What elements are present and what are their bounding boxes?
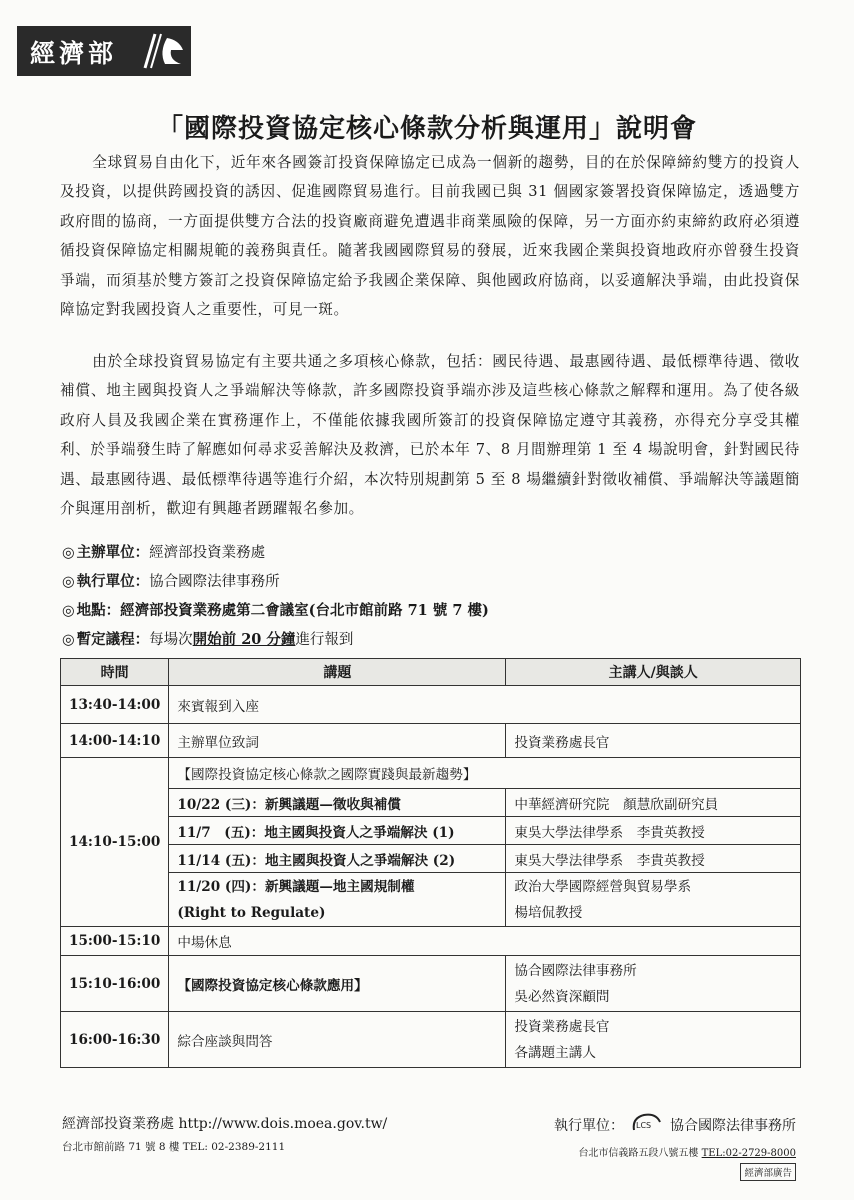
row-time: 14:00-14:10 [61, 724, 169, 758]
table-row [61, 758, 801, 789]
session-topic: 11/7 (五)：地主國與投資人之爭端解決 (1) [169, 817, 506, 845]
footer-org-address: 台北市館前路 71 號 8 樓 TEL: 02-2389-2111 [62, 1141, 286, 1153]
intro-text-2: 由於全球投資貿易協定有主要共通之多項核心條款，包括：國民待遇、最惠國待遇、最低標準待遇、徵收補償、地主國與投資人之爭端解決等條款，許多國際投資爭端亦涉及這些核心條款之解釋和運用。為了使各級政府人員及我國企業在實務運作上，不僅能依據我國所簽訂的投資保障協定遵守其義務，亦得充分享受其權利、於爭端發生時了解應如何尋求妥善解決及救濟，已於本年 7、8 月間辦理第 1 至 4 場說明會，針對國民待遇、最惠國待遇、最低標準待遇等進行介紹，本次特別規劃第 5 至 8 場繼續針對徵收補償、爭端解決等議題簡介與運用剖析，歡迎有興趣者踴躍報名參加。 [60, 353, 800, 518]
row-speaker-line-2: 吳必然資深顧問 [514, 988, 610, 1005]
row-topic: 綜合座談與問答 [169, 1012, 506, 1068]
footer-org-website: 經濟部投資業務處 http://www.dois.moea.gov.tw/ [62, 1116, 388, 1132]
section-title: 【國際投資協定核心條款之國際實踐與最新趨勢】 [169, 758, 801, 789]
bullet-icon: ◎ [62, 573, 75, 590]
row-speaker: 投資業務處長官 [506, 724, 801, 758]
table-row [61, 686, 801, 724]
row-speaker-line-1: 投資業務處長官 [514, 1018, 610, 1035]
row-time: 14:10-15:00 [61, 758, 169, 927]
intro-text-1: 全球貿易自由化下，近年來各國簽訂投資保障協定已成為一個新的趨勢，目的在於保障締約雙方的投資人及投資，以提供跨國投資的誘因、促進國際貿易進行。目前我國已與 31 個國家簽署投資保障協定，透過雙方政府間的協商，一方面提供雙方合法的投資廠商避免遭遇非商業風險的保障，另一方面亦約束締約政府必須遵循投資保障協定相關規範的義務與責任。隨著我國國際貿易的發展，近來我國企業與投資地政府亦曾發生投資爭端，而須基於雙方簽訂之投資保障協定給予我國企業保障、與他國政府協商，以妥適解決爭端，由此投資保障協定對我國投資人之重要性，可見一斑。 [60, 154, 800, 319]
table-row [61, 1012, 801, 1068]
session-speaker-line-2: 楊培侃教授 [514, 904, 583, 921]
session-speaker: 中華經濟研究院 顏慧欣副研究員 [506, 789, 801, 817]
venue-label: 地點： [76, 602, 121, 619]
table-row [61, 845, 801, 873]
footer-left [62, 1113, 387, 1154]
session-topic: 11/14 (五)：地主國與投資人之爭端解決 (2) [169, 845, 506, 873]
table-row [61, 724, 801, 758]
row-speaker-line-1: 協合國際法律事務所 [514, 962, 637, 979]
session-speaker [506, 873, 801, 927]
session-topic-line-1: 11/20 (四)：新興議題—地主國規制權 [177, 878, 415, 895]
session-speaker: 東吳大學法律學系 李貴英教授 [506, 845, 801, 873]
row-topic: 中場休息 [169, 927, 801, 956]
row-time: 15:00-15:10 [61, 927, 169, 956]
table-header-row [61, 659, 801, 686]
intro-paragraph-1 [60, 148, 800, 324]
svg-text:LCS: LCS [636, 1121, 652, 1130]
header-topic: 講題 [169, 659, 506, 686]
organizer-value: 經濟部投資業務處 [149, 545, 266, 561]
session-topic: 10/22 (三)：新興議題—徵收與補償 [169, 789, 506, 817]
row-topic: 【國際投資協定核心條款應用】 [169, 956, 506, 1012]
bullet-icon: ◎ [62, 602, 75, 619]
agenda-underlined: 開始前 20 分鐘 [192, 631, 296, 648]
row-speaker-line-2: 各講題主講人 [514, 1044, 596, 1061]
table-row [61, 817, 801, 845]
table-row [61, 789, 801, 817]
intro-paragraph-2 [60, 347, 800, 523]
info-organizer [62, 541, 265, 562]
page-title: 「國際投資協定核心條款分析與運用」說明會 [156, 114, 697, 144]
bullet-icon: ◎ [62, 631, 75, 648]
table-row [61, 927, 801, 956]
ad-stamp: 經濟部廣告 [740, 1163, 796, 1181]
row-time: 13:40-14:00 [61, 686, 169, 724]
footer-executor-name: 協合國際法律事務所 [670, 1118, 796, 1134]
footer-executor [554, 1112, 796, 1138]
footer-tel: TEL:02-2729-8000 [701, 1148, 796, 1159]
agenda-post: 進行報到 [295, 632, 354, 648]
footer-right [554, 1112, 796, 1181]
schedule-table [60, 658, 801, 1068]
session-topic [169, 873, 506, 927]
organizer-label: 主辦單位： [76, 544, 150, 561]
info-venue [62, 599, 489, 620]
session-speaker: 東吳大學法律學系 李貴英教授 [506, 817, 801, 845]
bullet-icon: ◎ [62, 544, 75, 561]
row-time: 15:10-16:00 [61, 956, 169, 1012]
moea-emblem-icon [141, 30, 187, 72]
executor-value: 協合國際法律事務所 [149, 574, 280, 590]
agenda-label: 暫定議程： [76, 631, 150, 648]
table-row [61, 956, 801, 1012]
row-speaker [506, 1012, 801, 1068]
agenda-pre: 每場次 [149, 632, 193, 648]
lcs-logo-icon [630, 1112, 664, 1138]
row-topic: 來賓報到入座 [169, 686, 801, 724]
row-time: 16:00-16:30 [61, 1012, 169, 1068]
moea-logo [17, 26, 191, 76]
footer-executor-label: 執行單位： [554, 1118, 624, 1134]
executor-label: 執行單位： [76, 573, 150, 590]
footer-executor-address [554, 1144, 796, 1159]
venue-value: 經濟部投資業務處第二會議室(台北市館前路 71 號 7 樓) [120, 602, 489, 619]
header-time: 時間 [61, 659, 169, 686]
logo-text: 經濟部 [30, 39, 118, 68]
session-speaker-line-1: 政治大學國際經營與貿易學系 [514, 878, 692, 895]
header-speaker: 主講人/與談人 [506, 659, 801, 686]
row-topic: 主辦單位致詞 [169, 724, 506, 758]
row-speaker [506, 956, 801, 1012]
info-agenda [62, 628, 353, 649]
info-executor [62, 570, 280, 591]
table-row [61, 873, 801, 927]
session-topic-line-2: (Right to Regulate) [177, 904, 326, 921]
footer-address: 台北市信義路五段八號五樓 [578, 1148, 699, 1159]
